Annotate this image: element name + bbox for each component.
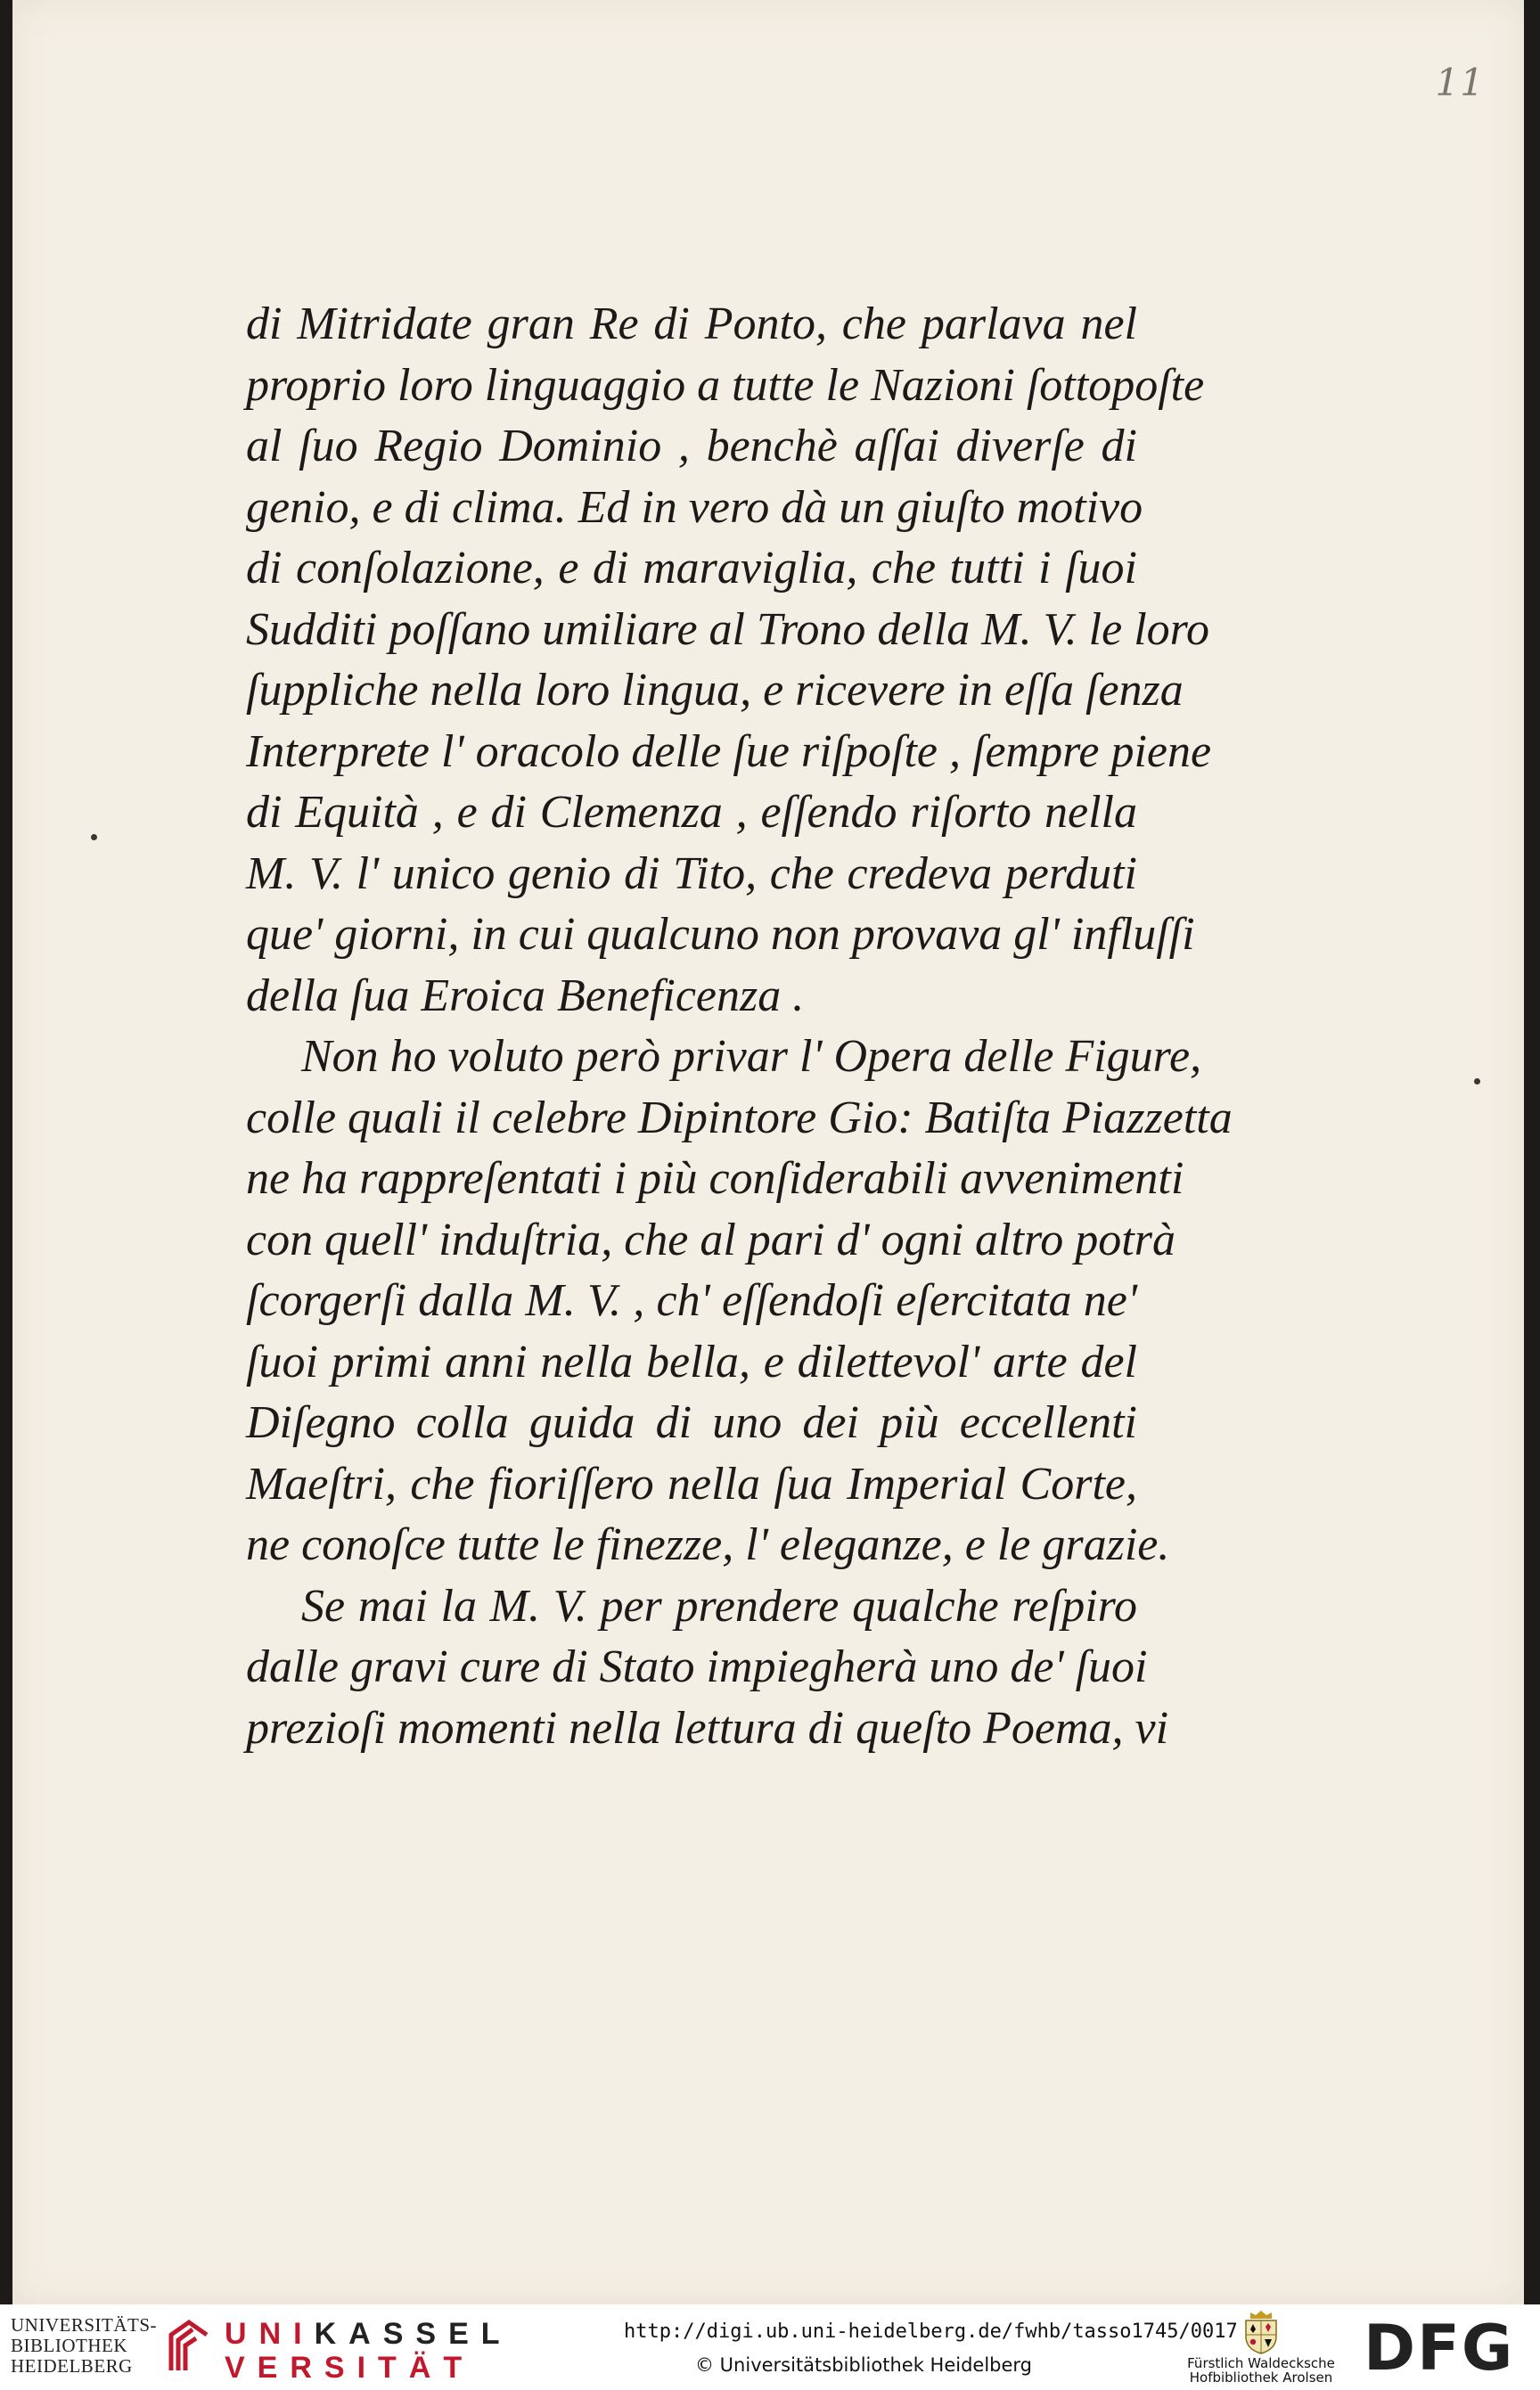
text-line: al ſuo Regio Dominio , benchè aſſai diverſe di: [246, 421, 1137, 471]
text-line: Interprete l' oracolo delle ſue riſpoſte , ſempre piene: [246, 725, 1212, 777]
uni-kassel-logo[interactable]: UNIKASSEL VERSITÄT: [225, 2317, 512, 2385]
page-number: 11: [1435, 61, 1485, 104]
text-line: colle quali il celebre Dipintore Gio: Batiſta Piazzetta: [246, 1092, 1233, 1143]
text-line: que' giorni, in cui qualcuno non provava gl' influſſi: [246, 909, 1195, 960]
text-line: di Equità , e di Clemenza , eſſendo riſorto nella: [246, 787, 1137, 838]
text-line: ſuppliche nella loro lingua, e ricevere in eſſa ſenza: [246, 665, 1184, 716]
text-line: M. V. l' unico genio di Tito, che credeva perduti: [246, 847, 1137, 899]
crest-icon: [1241, 2310, 1282, 2354]
text-line: proprio loro linguaggio a tutte le Nazioni ſottopoſte: [246, 359, 1205, 411]
paper-speck: [91, 834, 97, 840]
dfg-logo[interactable]: DFG: [1364, 2312, 1515, 2385]
text-line: genio, e di clima. Ed in vero dà un giuſto motivo: [246, 481, 1143, 533]
text-line: di conſolazione, e di maraviglia, che tutti i ſuoi: [246, 543, 1137, 593]
copyright-notice: © Universitätsbibliothek Heidelberg: [695, 2354, 1033, 2376]
text-line: prezioſi momenti nella lettura di queſto Poema, vi: [246, 1702, 1169, 1754]
text-line: Sudditi poſſano umiliare al Trono della M. V. le loro: [246, 603, 1209, 655]
text-line: di Mitridate gran Re di Ponto, che parlava nel: [246, 299, 1137, 349]
text-line: Non ho voluto però privar l' Opera delle Figure,: [301, 1031, 1202, 1082]
body-text: [246, 294, 1233, 1759]
text-line: ſuoi primi anni nella bella, e dilettevol' arte del: [246, 1336, 1137, 1387]
kassel-mark-icon: [166, 2317, 212, 2376]
text-line: Se mai la M. V. per prendere qualche reſpiro: [301, 1580, 1137, 1632]
text-line: della ſua Eroica Beneficenza .: [246, 970, 805, 1021]
text-line: ne ha rappreſentati i più conſiderabili avvenimenti: [246, 1153, 1184, 1204]
footer-bar: [0, 2304, 1540, 2390]
permalink-url[interactable]: http://digi.ub.uni-heidelberg.de/fwhb/tasso1745/0017: [624, 2320, 1238, 2343]
text-line: Maeſtri, che fioriſſero nella ſua Imperial Corte,: [246, 1458, 1137, 1510]
text-line: ſcorgerſi dalla M. V. , ch' eſſendoſi eſercitata ne': [246, 1275, 1137, 1326]
text-line: ne conoſce tutte le finezze, l' eleganze, e le grazie.: [246, 1519, 1170, 1570]
text-line: Diſegno colla guida di uno dei più eccellenti: [246, 1397, 1137, 1448]
paper-speck: [1474, 1078, 1480, 1085]
ub-heidelberg-logo[interactable]: UNIVERSITÄTS- BIBLIOTHEK HEIDELBERG: [11, 2314, 157, 2377]
scanned-page: [12, 0, 1524, 2304]
text-line: dalle gravi cure di Stato impiegherà uno de' ſuoi: [246, 1641, 1148, 1692]
arolsen-logo[interactable]: Fürstlich Waldecksche Hofbibliothek Arolsen: [1185, 2310, 1337, 2385]
text-line: con quell' induſtria, che al pari d' ogni altro potrà: [246, 1214, 1175, 1265]
